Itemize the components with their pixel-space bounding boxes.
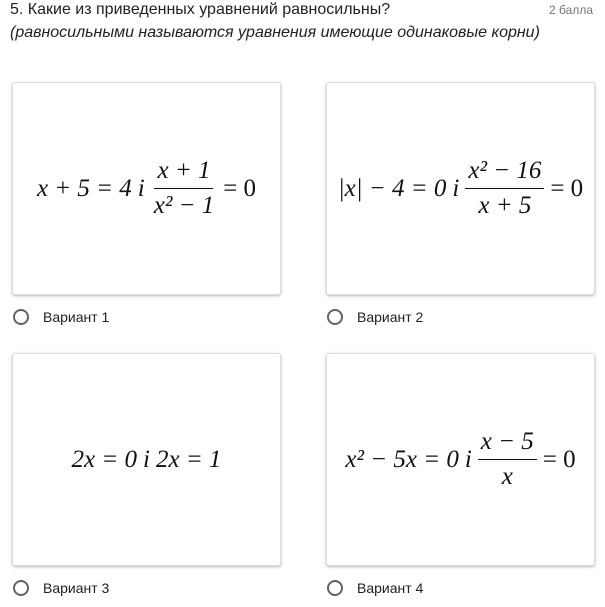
formula-conjunction: i — [452, 174, 460, 202]
option-1-label[interactable]: Вариант 1 — [43, 309, 110, 325]
option-3-label[interactable]: Вариант 3 — [43, 580, 110, 596]
formula-rhs: = 0 — [542, 445, 576, 473]
option-3-formula — [72, 446, 222, 474]
formula-fraction — [478, 427, 537, 492]
option-4-label[interactable]: Вариант 4 — [357, 580, 424, 596]
option-3-radio-row[interactable] — [12, 578, 281, 598]
option-4-formula — [345, 427, 575, 492]
formula-conjunction: i — [143, 445, 150, 473]
formula-left: 2x = 0 — [71, 445, 138, 473]
option-4-image-card[interactable] — [326, 353, 595, 566]
option-3-radio[interactable] — [13, 580, 29, 596]
option-1-image-card[interactable] — [12, 82, 281, 295]
option-1-radio-row[interactable] — [12, 307, 281, 327]
option-1[interactable] — [12, 82, 281, 327]
fraction-denominator: x + 5 — [478, 192, 532, 219]
formula-left: |x| − 4 = 0 — [337, 174, 447, 202]
formula-rhs: = 0 — [550, 174, 584, 202]
formula-right: 2x = 1 — [155, 445, 222, 473]
option-1-formula — [37, 156, 256, 221]
formula-conjunction: i — [464, 445, 472, 473]
option-2-formula — [338, 156, 583, 221]
formula-fraction — [151, 156, 217, 221]
fraction-numerator: x + 1 — [154, 156, 213, 189]
option-4-radio[interactable] — [327, 580, 343, 596]
fraction-denominator: x² − 1 — [153, 192, 215, 219]
option-2-label[interactable]: Вариант 2 — [357, 309, 424, 325]
formula-fraction — [465, 156, 544, 221]
option-1-radio[interactable] — [13, 309, 29, 325]
option-2-image-card[interactable] — [326, 82, 595, 295]
fraction-numerator: x − 5 — [478, 427, 537, 460]
formula-left: x² − 5x = 0 — [345, 445, 459, 473]
fraction-denominator: x — [501, 463, 513, 490]
formula-rhs: = 0 — [223, 174, 257, 202]
option-2-radio[interactable] — [327, 309, 343, 325]
formula-left: x + 5 = 4 — [36, 174, 132, 202]
option-3[interactable] — [12, 353, 281, 598]
option-4[interactable] — [326, 353, 595, 598]
question-subtitle: (равносильными называются уравнения имеющие одинаковые корни) — [10, 24, 540, 41]
formula-conjunction: i — [137, 174, 145, 202]
fraction-numerator: x² − 16 — [465, 156, 544, 189]
option-2-radio-row[interactable] — [326, 307, 595, 327]
option-4-radio-row[interactable] — [326, 578, 595, 598]
points-badge: 2 балла — [549, 3, 593, 17]
option-3-image-card[interactable] — [12, 353, 281, 566]
question-title: 5. Какие из приведенных уравнений равносильны? — [10, 1, 391, 18]
option-2[interactable] — [326, 82, 595, 327]
